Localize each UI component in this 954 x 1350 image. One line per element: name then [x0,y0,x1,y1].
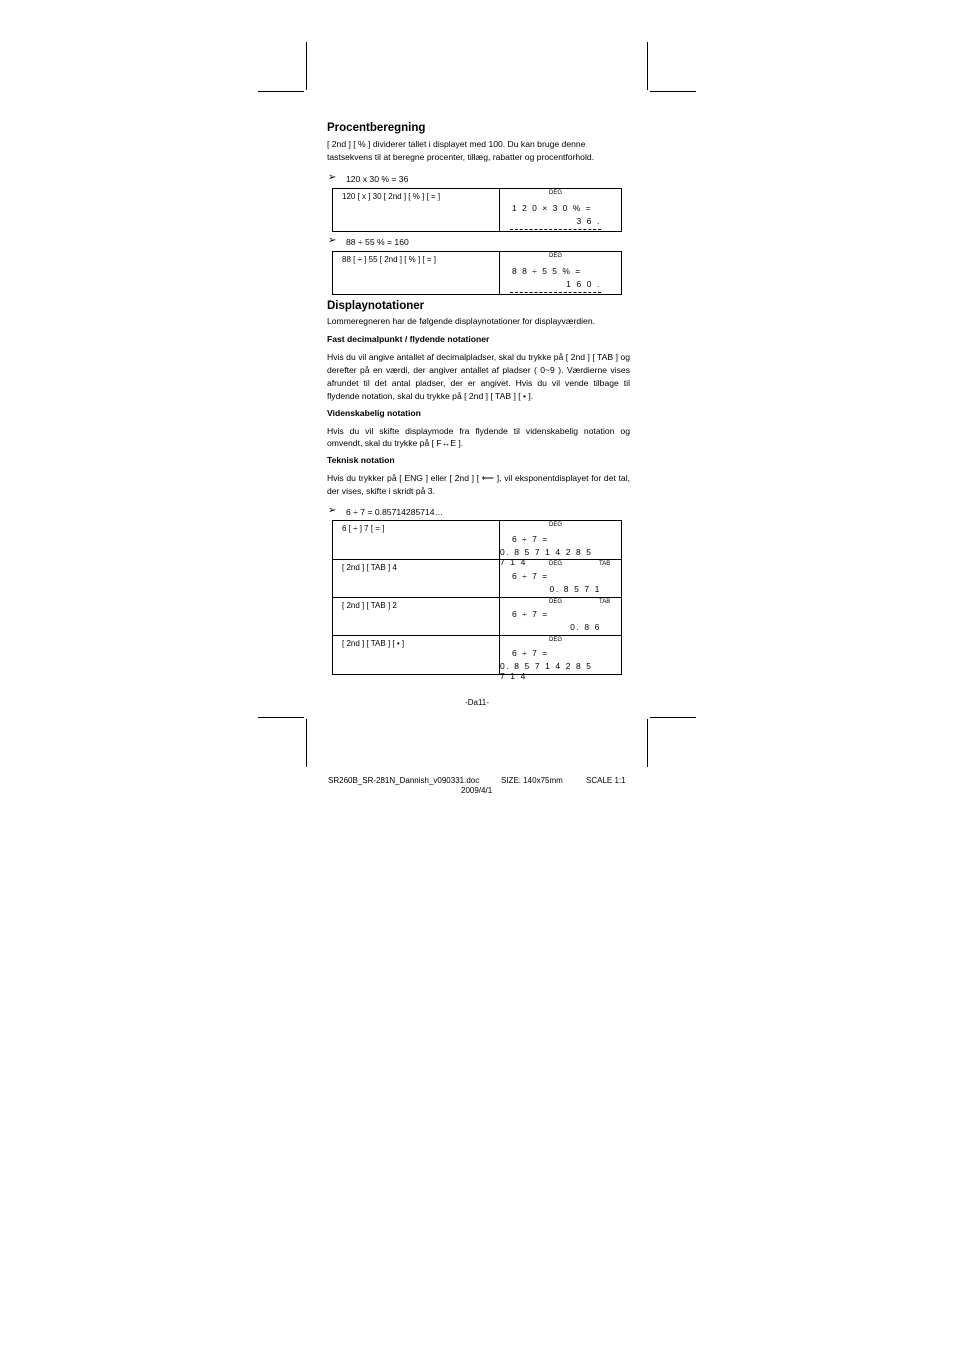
key-sequence: 120 [ x ] 30 [ 2nd ] [ % ] [ = ] [333,188,500,231]
display-baseline [510,292,601,293]
example-expression: 6 ÷ 7 = 0.85714285714… [346,506,444,517]
crop-mark [258,91,304,92]
crop-mark [650,91,696,92]
deg-indicator: DEG [549,636,563,643]
calc-example-table [332,188,622,232]
key-sequence: [ 2nd ] [ TAB ] [ • ] [333,635,500,674]
page-number: -Da11- [465,698,489,707]
tab-indicator: TAB [599,598,611,605]
procent-intro: [ 2nd ] [ % ] dividerer tallet i displayet med 100. Du kan bruge denne tastsekvens til at beregne procenter, tillæg, rabatter og procentforhold. [327,139,595,162]
print-footer [328,776,628,796]
key-sequence: 88 [ ÷ ] 55 [ 2nd ] [ % ] [ = ] [333,251,500,294]
crop-mark [258,717,304,718]
calc-example-table [332,251,622,295]
display-intro: Lommeregneren har de følgende displaynotationer for displayværdien. [327,315,595,326]
calculator-display [500,635,622,681]
footer-filename: SR260B_SR-281N_Dannish_v090331.doc [328,776,480,785]
deg-indicator: DEG [549,598,563,605]
calc-row [333,251,622,294]
bullet-arrow-icon: ➢ [328,171,337,183]
deg-indicator: DEG [549,521,563,528]
crop-mark [650,717,696,718]
display-baseline [510,229,601,230]
display-expression: 6 ÷ 7 = [512,570,549,581]
engineering-body: Hvis du trykker på [ ENG ] eller [ 2nd ] [ ⟵ ], vil eksponentdisplayet for det tal, der vises, skifte i skridt på 3. [327,473,630,496]
scientific-body: Hvis du vil skifte displaymode fra flydende til videnskabelig notation og omvendt, skal du trykke på [ F↔E ]. [327,425,630,449]
example-line [327,236,630,248]
example-expression: 88 ÷ 55 % = 160 [346,236,409,247]
bullet-arrow-icon: ➢ [328,504,337,516]
subheading-fixed: Fast decimalpunkt / flydende notationer [327,334,490,345]
key-sequence: 6 [ ÷ ] 7 [ = ] [333,520,500,559]
calculator-display [500,188,622,231]
section-title-display: Displaynotationer [327,299,425,312]
deg-indicator: DEG [549,189,563,196]
key-sequence: [ 2nd ] [ TAB ] 2 [333,597,500,635]
subheading-engineering: Teknisk notation [327,455,395,466]
example-line [327,506,630,518]
display-expression: 6 ÷ 7 = [512,647,549,658]
display-result: 1 6 0 . [566,278,601,289]
subheading-scientific: Videnskabelig notation [327,407,421,418]
display-result: 3 6 . [576,215,601,226]
crop-mark [647,719,648,767]
page-content [327,120,630,681]
calc-example-table [332,520,622,681]
crop-mark [306,719,307,767]
calculator-display [500,559,622,597]
crop-mark [647,42,648,90]
display-result: 0. 8 5 7 1 4 2 8 5 7 1 4 [500,660,593,681]
calc-row [333,188,622,231]
display-expression: 6 ÷ 7 = [512,608,549,619]
calc-row [333,520,622,559]
footer-date: 2009/4/1 [461,786,493,795]
key-sequence: [ 2nd ] [ TAB ] 4 [333,559,500,597]
footer-scale: SCALE 1:1 [586,776,626,785]
display-expression: 1 2 0 × 3 0 % = [512,202,593,213]
deg-indicator: DEG [549,252,563,259]
display-result: 0. 8 5 7 1 4 2 8 5 7 1 4 [500,546,593,567]
crop-mark [306,42,307,90]
display-expression: 6 ÷ 7 = [512,533,549,544]
fixed-body: Hvis du vil angive antallet af decimalpladser, skal du trykke på [ 2nd ] [ TAB ] og derefter på en værdi, der angiver antallet af pladser ( 0~9 ). Værdierne vises afrundet til det antal pladser, der er angivet. Hvis du vil vende tilbage til flydende notation, skal du trykke på [ 2nd ] [ TAB ] [ • ]. [327,352,630,401]
calculator-display [500,597,622,635]
display-expression: 8 8 ÷ 5 5 % = [512,265,582,276]
calc-row [333,597,622,635]
calc-row [333,635,622,674]
calculator-display [500,251,622,294]
tab-indicator: TAB [599,560,611,567]
bullet-arrow-icon: ➢ [328,234,337,246]
deg-indicator: DEG [549,560,563,567]
section-title-procent: Procentberegning [327,122,426,134]
example-expression: 120 x 30 % = 36 [346,173,409,184]
calc-row [333,559,622,597]
footer-size: SIZE: 140x75mm [501,776,563,785]
display-result: 0. 8 5 7 1 [549,583,601,594]
example-line [327,173,630,185]
display-result: 0. 8 6 [570,621,601,632]
